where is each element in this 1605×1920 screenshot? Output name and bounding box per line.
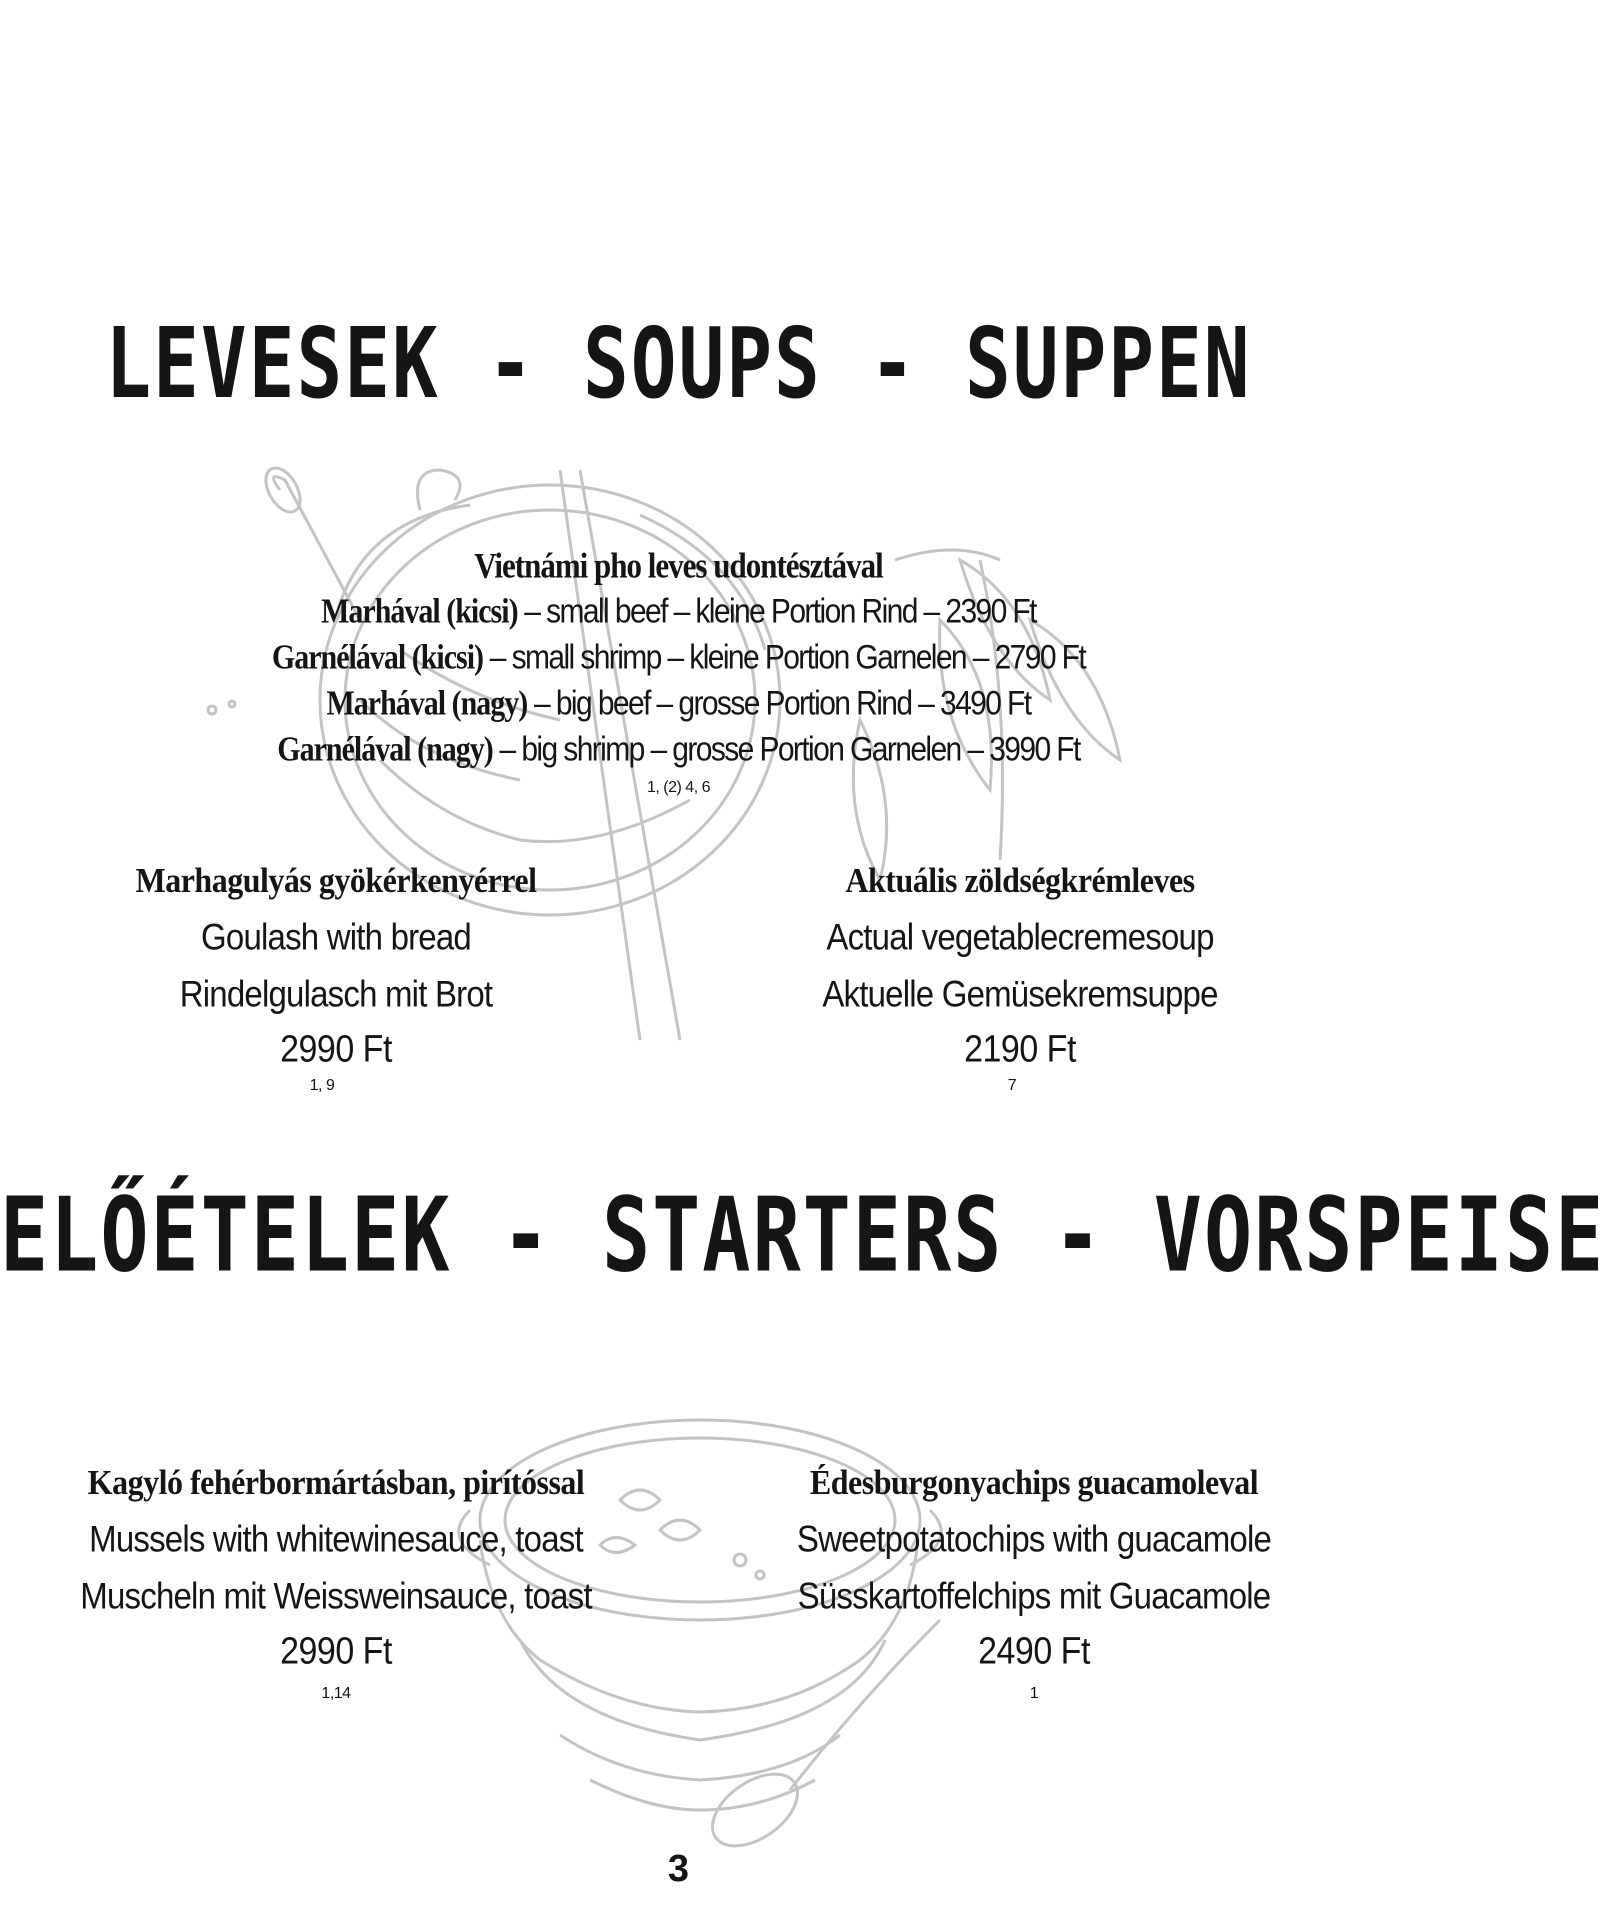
- sweet-potato-chips-name: Édesburgonyachips guacamoleval: [809, 1462, 1259, 1502]
- vegetable-soup-price: 2190 Ft: [964, 1027, 1076, 1071]
- goulash-price: 2990 Ft: [280, 1027, 392, 1071]
- pho-option-name: Garnélával (nagy): [277, 730, 493, 769]
- pho-section: [0, 543, 1357, 797]
- pho-title: Vietnámi pho leves udontésztával: [474, 545, 883, 586]
- goulash-name: Marhagulyás gyökérkenyérrel: [135, 860, 537, 900]
- sweet-potato-chips-en: Sweetpotatochips with guacamole: [796, 1517, 1272, 1560]
- vegetable-soup-allergens: 7: [1007, 1077, 1017, 1094]
- vegetable-soup-en: Actual vegetablecremesoup: [826, 915, 1214, 958]
- pho-option: [0, 678, 1357, 731]
- pho-option: [0, 632, 1357, 685]
- pho-option: [0, 724, 1357, 777]
- mussels-item: [36, 1454, 636, 1703]
- pho-option-desc: – big beef – grosse Portion Rind – 3490 Ft: [527, 684, 1031, 723]
- pho-option-name: Garnélával (kicsi): [271, 638, 484, 677]
- pho-allergens: 1, (2) 4, 6: [647, 779, 710, 796]
- sweet-potato-chips-de: Süsskartoffelchips mit Guacamole: [797, 1574, 1271, 1617]
- mussels-allergens: 1,14: [321, 1685, 351, 1702]
- starters-heading: ELŐÉTELEK - STARTERS - VORSPEISE: [0, 1176, 1605, 1296]
- goulash-allergens: 1, 9: [309, 1077, 335, 1094]
- soups-heading: LEVESEK - SOUPS - SUPPEN: [105, 306, 1252, 420]
- pho-option: [0, 586, 1357, 639]
- page-number: 3: [667, 1848, 690, 1890]
- pho-option-desc: – small beef – kleine Portion Rind – 2390 Ft: [517, 592, 1036, 631]
- pho-option-desc: – big shrimp – grosse Portion Garnelen – 3990 Ft: [492, 730, 1080, 769]
- vegetable-soup-name: Aktuális zöldségkrémleves: [845, 860, 1195, 900]
- pho-option-name: Marhával (nagy): [326, 684, 528, 723]
- pho-option-name: Marhával (kicsi): [321, 592, 518, 631]
- goulash-en: Goulash with bread: [201, 915, 471, 958]
- vegetable-soup-item: [720, 852, 1320, 1095]
- sweet-potato-chips-allergens: 1: [1029, 1685, 1039, 1702]
- pho-option-desc: – small shrimp – kleine Portion Garnelen – 2790 Ft: [483, 638, 1086, 677]
- goulash-de: Rindelgulasch mit Brot: [179, 972, 493, 1015]
- sweet-potato-chips-item: [734, 1454, 1334, 1703]
- goulash-item: [36, 852, 636, 1095]
- mussels-name: Kagyló fehérbormártásban, pirítóssal: [87, 1462, 585, 1502]
- mussels-de: Muscheln mit Weissweinsauce, toast: [80, 1574, 592, 1617]
- mussels-price: 2990 Ft: [280, 1629, 392, 1673]
- sweet-potato-chips-price: 2490 Ft: [978, 1629, 1090, 1673]
- mussels-en: Mussels with whitewinesauce, toast: [89, 1517, 583, 1560]
- vegetable-soup-de: Aktuelle Gemüsekremsuppe: [822, 972, 1218, 1015]
